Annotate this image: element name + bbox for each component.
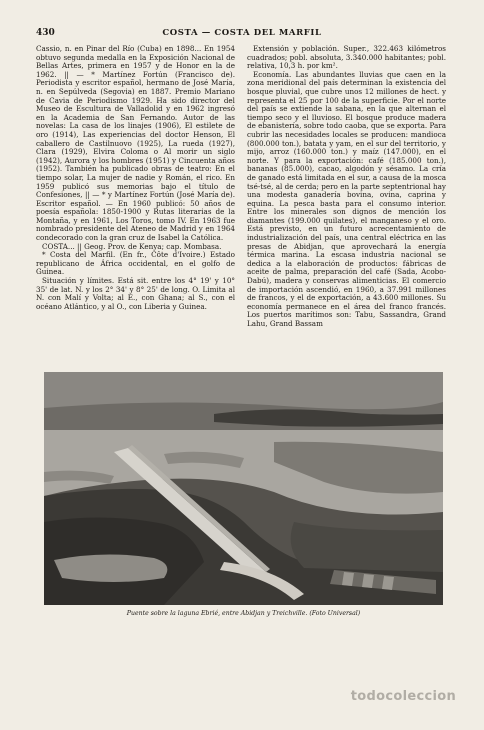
right-text-column: [247, 45, 446, 329]
entry-costa-del-marfil: * Costa del Marfil. (En fr., Côte d'Ivoire.) Estado republicano de África occidental, en el golfo de Guinea.: [36, 250, 235, 277]
left-text-column: [36, 45, 235, 311]
section-situacion-limites: Situación y límites. Está sit. entre los 4° 19' y 10° 35' de lat. N. y los 2° 34' y 8° 25' de long. O. Limita al N. con Malí y Volta; al E., con Ghana; al S., con el océano Atlántico, y al O., con Liberia y Guinea.: [36, 276, 235, 311]
photo-caption: Puente sobre la laguna Ebrié, entre Abidjan y Treichville. (Foto Universal): [126, 610, 361, 617]
running-header: [36, 28, 448, 42]
aerial-photo-image: [44, 372, 443, 605]
entry-martinez-fortun: Cassio, n. en Pinar del Río (Cuba) en 1898... En 1954 obtuvo segunda medalla en la Exposición Nacional de Bellas Artes, primera en 1957 y de Honor en la de 1962. || — * Martínez Fortún (Francisco de). Periodista y escritor español, hermano de José María, n. en Sepúlveda (Segovia) en 1887. Premio Mariano de Cavia de Periodismo 1929. Ha sido director del Museo de Escultura de Valladolid y en 1962 ingresó en la Academia de San Fernando. Autor de las novelas: La casa de los linajes (1906), El estilete de oro (1914), Las experiencias del doctor Henson, El caballero de Castilnuovo (1925), La rueda (1927), Clara (1929), Elvira Coloma o Al morir un siglo (1942), Aurora y los hombres (1951) y Cincuenta años (1952). También ha publicado obras de teatro: En el tiempo solar, La mujer de nadie y Román, el rico. En 1959 publicó sus memorias bajo el título de Confesiones, || — * y Martínez Fortún (José María de). Escritor español. — En 1960 publicó: 50 años de poesía española: 1850-1900 y Rutas literarias de la Montaña, y en 1961, Los Toros, tomo IV. En 1963 fue nombrado presidente del Ateneo de Madrid y en 1964 condecorado con la gran cruz de Isabel la Católica.: [36, 44, 235, 243]
page-number: 430: [36, 28, 55, 38]
header-title: COSTA — COSTA DEL MARFIL: [162, 28, 322, 38]
entry-costa-kenya: COSTA... || Geog. Prov. de Kenya; cap. Mombasa.: [42, 241, 222, 251]
bridge-photograph: [44, 372, 443, 605]
section-economia: Economía. Las abundantes lluvias que caen en la zona meridional del país determinan la existencia del bosque pluvial, que cubre unos 12 millones de hect. y representa el 25 por 100 de la superficie. Por el norte del país se extiende la sabana, en la que alternan el tiempo seco y el lluvioso. El bosque produce madera de ebanistería, sobre todo caoba, que se exporta. Para cubrir las necesidades locales se producen: mandioca (800.000 ton.), batata y yam, en el sur del territorio, y mijo, arroz (160.000 ton.) y maíz (147.000), en el norte. Y para la exportación: café (185.000 ton.), bananas (85.000), cacao, algodón y sésamo. La cría de ganado está limitada en el sur, a causa de la mosca tsé-tsé, al de cerda; pero en la parte septentrional hay una modesta ganadería bovina, ovina, caprina y equina. La pesca basta para el consumo interior. Entre los minerales son dignos de mención los diamantes (199.000 quilates), el manganeso y el oro. Está previsto, en un futuro acrecentamiento de industrialización del país, una central eléctrica en las presas de Abidjan, que aprovechará la energía térmica marina. La escasa industria nacional se dedica a la elaboración de productos: fábricas de aceite de palma, preparación del café (Sada, Acobo-Dabú), madera y conservas alimenticias. El comercio de importación ascendió, en 1960, a 37.991 millones de francos, y el de exportación, a 43.600 millones. Su economía permanece en el área del franco francés. Los puertos marítimos son: Tabu, Sassandra, Grand Lahu, Grand Bassam: [247, 69, 446, 328]
section-extension-poblacion: Extensión y población. Super., 322.463 kilómetros cuadrados; pobl. absoluta, 3.340.000 habitantes; pobl. relativa, 10,3 h. por km².: [247, 44, 446, 71]
watermark-logo: todocoleccion: [350, 689, 456, 704]
